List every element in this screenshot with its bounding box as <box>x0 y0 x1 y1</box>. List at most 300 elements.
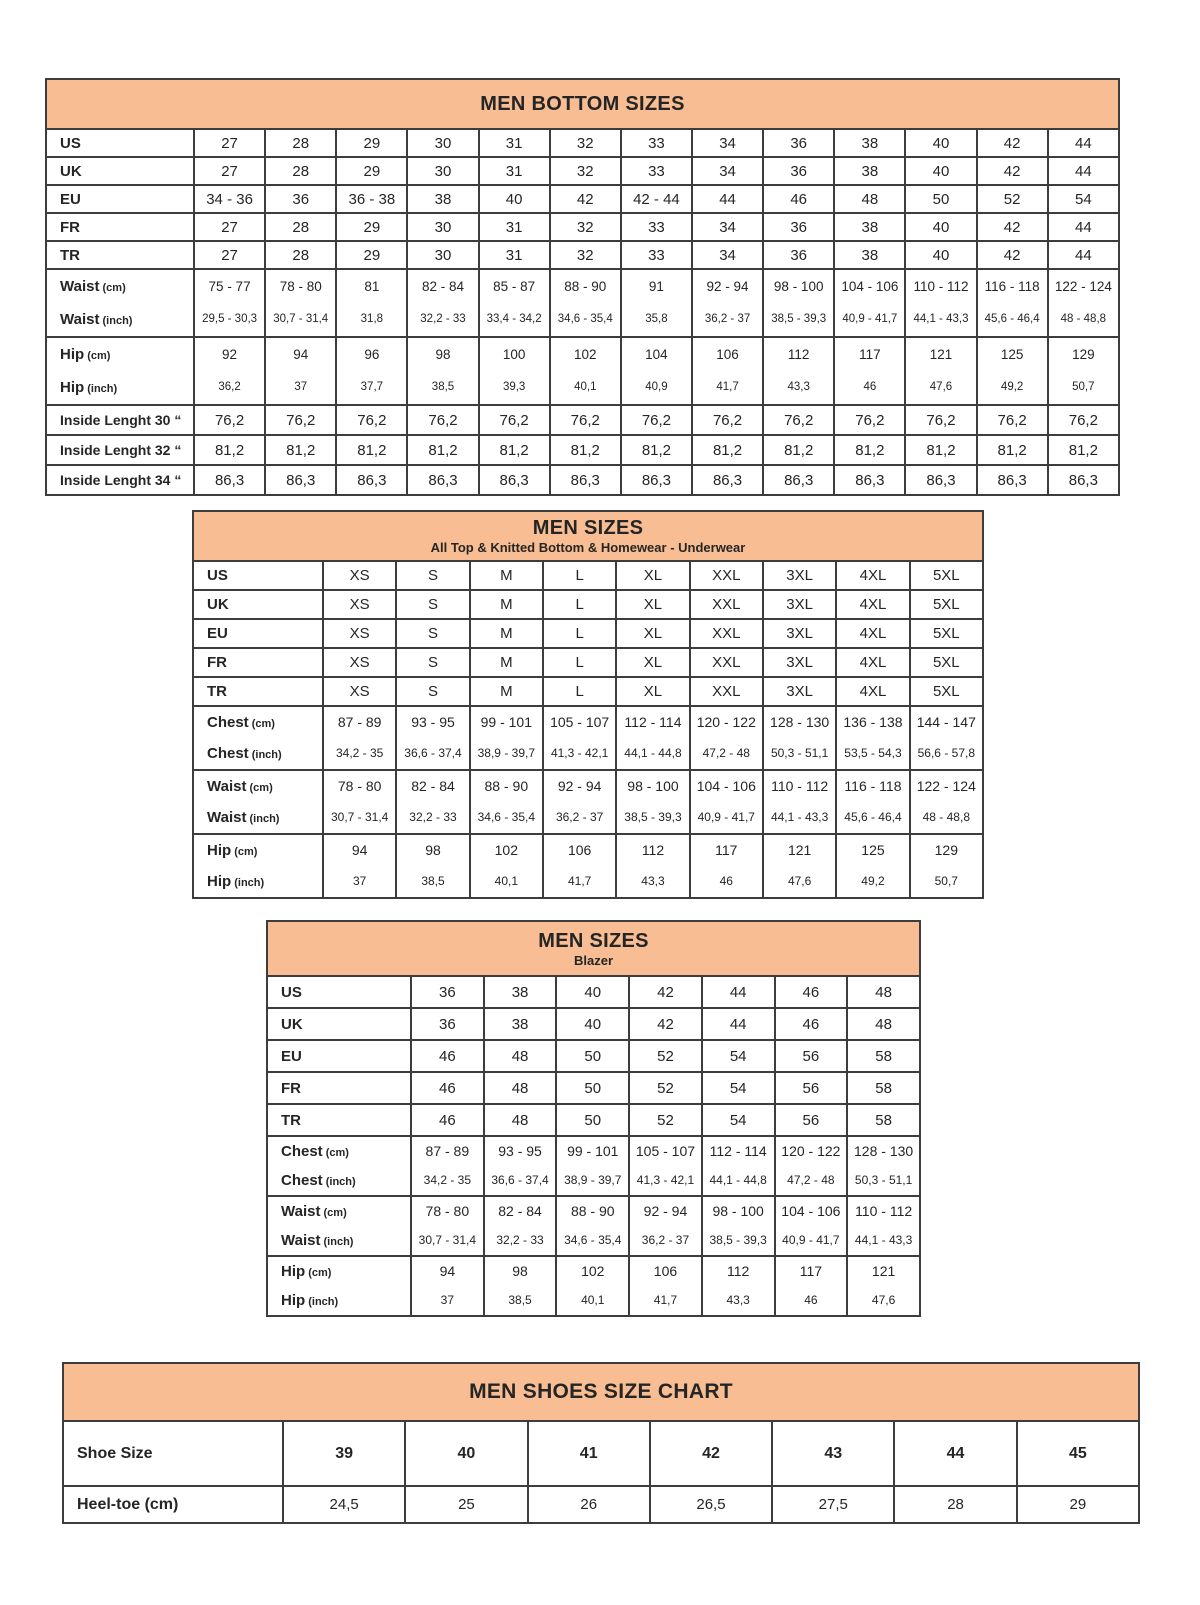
row-label <box>193 619 323 648</box>
value-cell: 30 <box>407 157 478 185</box>
value-cell: 76,2 <box>479 405 550 435</box>
value-cell <box>763 770 836 834</box>
value-inch: 44,1 - 43,3 <box>770 810 829 824</box>
men-bottom-sizes-section <box>45 78 1120 496</box>
row-label-text: Chest <box>207 745 249 762</box>
value-cell <box>616 706 689 770</box>
value-cm: 112 <box>641 842 665 858</box>
value-cell: M <box>470 590 543 619</box>
men-sizes-blazer-section <box>266 920 921 1317</box>
value-cell <box>396 770 469 834</box>
row-label-unit: (inch) <box>99 315 133 327</box>
value-cell <box>411 1256 484 1316</box>
value-cell: XXL <box>690 648 763 677</box>
value-cell: 86,3 <box>407 465 478 495</box>
value-cm: 122 - 124 <box>1054 279 1112 294</box>
value-cell <box>543 706 616 770</box>
value-cm: 102 <box>581 1263 605 1279</box>
value-cm: 93 - 95 <box>498 1143 542 1159</box>
row-label <box>193 770 323 834</box>
value-cell: 36 <box>411 976 484 1008</box>
value-cell: 48 <box>834 185 905 213</box>
value-cell: 52 <box>629 1104 702 1136</box>
value-cell: 34 <box>692 129 763 157</box>
table-row <box>267 1196 920 1256</box>
row-label-text: Waist <box>207 809 247 826</box>
value-cell: 27 <box>194 241 265 269</box>
value-cell: 50 <box>905 185 976 213</box>
value-inch: 40,1 <box>581 1293 605 1307</box>
value-cell: 5XL <box>910 561 983 590</box>
value-cm: 121 <box>787 842 812 858</box>
table-row <box>267 1008 920 1040</box>
value-cell: 33 <box>621 157 692 185</box>
value-cell: 50 <box>556 1072 629 1104</box>
value-cell: 86,3 <box>763 465 834 495</box>
value-inch: 38,9 - 39,7 <box>564 1173 622 1187</box>
value-inch: 34,6 - 35,4 <box>477 810 535 824</box>
value-inch: 39,3 <box>502 381 526 393</box>
value-inch: 50,3 - 51,1 <box>854 1173 913 1187</box>
row-label-line <box>194 771 322 802</box>
value-cm: 116 - 118 <box>984 279 1040 294</box>
row-label-text: Shoe Size <box>77 1444 153 1462</box>
value-cell: S <box>396 619 469 648</box>
value-cell: 76,2 <box>407 405 478 435</box>
value-cm: 117 <box>799 1263 823 1279</box>
value-cell: M <box>470 648 543 677</box>
table-row <box>46 129 1119 157</box>
value-inch: 53,5 - 54,3 <box>844 746 902 760</box>
value-inch: 44,1 - 44,8 <box>709 1173 767 1187</box>
value-cell <box>836 770 909 834</box>
table-row <box>46 157 1119 185</box>
value-cell: 86,3 <box>1048 465 1119 495</box>
value-cell: 38 <box>484 1008 557 1040</box>
value-cell: 52 <box>977 185 1048 213</box>
value-cell <box>336 269 407 337</box>
table-row <box>193 619 983 648</box>
row-label-text: Chest <box>207 714 249 731</box>
value-cell: 81,2 <box>1048 435 1119 465</box>
table-row <box>193 834 983 898</box>
value-cell <box>556 1256 629 1316</box>
value-cm: 120 - 122 <box>696 714 756 730</box>
value-inch: 38,5 - 39,3 <box>771 313 827 325</box>
value-inch: 41,7 <box>653 1293 678 1307</box>
value-cell: 38 <box>834 129 905 157</box>
value-cell: 46 <box>411 1072 484 1104</box>
row-label <box>267 1040 411 1072</box>
value-inch: 36,2 - 37 <box>555 810 604 824</box>
value-cell: 32 <box>550 213 621 241</box>
value-cell: 27 <box>194 157 265 185</box>
value-cell: 33 <box>621 213 692 241</box>
value-cell: S <box>396 561 469 590</box>
row-label-text: FR <box>60 218 80 236</box>
value-cell <box>775 1256 848 1316</box>
men-shoes-size-chart-table <box>62 1362 1140 1524</box>
row-label <box>193 834 323 898</box>
value-cell <box>265 269 336 337</box>
value-cell: 86,3 <box>905 465 976 495</box>
row-label-text: Waist <box>60 278 100 295</box>
value-inch: 49,2 <box>1000 381 1024 393</box>
value-cell: 42 <box>977 241 1048 269</box>
value-cell <box>1048 337 1119 405</box>
value-cell: 44 <box>894 1421 1016 1486</box>
value-cm: 110 - 112 <box>771 778 829 794</box>
value-cell <box>194 337 265 405</box>
value-inch: 40,9 - 41,7 <box>842 313 898 325</box>
value-cm: 87 - 89 <box>425 1143 470 1159</box>
value-cell: 38 <box>834 213 905 241</box>
row-label-unit: (cm) <box>248 718 275 730</box>
value-cell: 56 <box>775 1072 848 1104</box>
value-cell <box>775 1196 848 1256</box>
value-inch: 37 <box>352 874 367 888</box>
value-cell: 5XL <box>910 590 983 619</box>
value-cell: 4XL <box>836 677 909 706</box>
value-cell: 42 - 44 <box>621 185 692 213</box>
row-label-text: Waist <box>281 1232 321 1249</box>
value-cm: 129 <box>934 842 958 858</box>
value-cell: 40 <box>905 157 976 185</box>
value-cell <box>775 1136 848 1196</box>
value-cm: 98 <box>435 347 451 362</box>
value-inch: 40,1 <box>494 874 518 888</box>
value-cell: 43 <box>772 1421 894 1486</box>
table-row <box>63 1421 1139 1486</box>
value-cell: 81,2 <box>336 435 407 465</box>
row-label-unit: (inch) <box>320 1236 354 1248</box>
row-label-text: Inside Lenght 32 “ <box>60 442 182 458</box>
table-subtitle: All Top & Knitted Bottom & Homewear - Underwear <box>430 540 746 556</box>
value-cell: 52 <box>629 1040 702 1072</box>
value-cell: 42 <box>629 976 702 1008</box>
value-cell <box>847 1136 920 1196</box>
value-cm: 98 <box>425 842 441 858</box>
value-inch: 56,6 - 57,8 <box>917 746 975 760</box>
value-inch: 31,8 <box>360 313 384 325</box>
row-label-text: Waist <box>207 778 247 795</box>
value-cm: 87 - 89 <box>337 714 382 730</box>
value-inch: 36,6 - 37,4 <box>404 746 462 760</box>
value-cell: 27 <box>194 129 265 157</box>
value-cm: 88 - 90 <box>570 1203 615 1219</box>
value-cell: 86,3 <box>479 465 550 495</box>
value-cell: 81,2 <box>763 435 834 465</box>
value-cell <box>702 1136 775 1196</box>
value-cell <box>910 706 983 770</box>
value-cell <box>629 1256 702 1316</box>
value-inch: 47,6 <box>929 381 953 393</box>
value-inch: 47,6 <box>871 1293 896 1307</box>
table-header-band <box>193 511 983 561</box>
value-cell: 58 <box>847 1040 920 1072</box>
row-label <box>193 677 323 706</box>
value-cell: 81,2 <box>550 435 621 465</box>
value-cell: XS <box>323 590 396 619</box>
row-label-line <box>194 707 322 738</box>
row-label <box>46 337 194 405</box>
value-inch: 44,1 - 44,8 <box>624 746 682 760</box>
value-cm: 82 - 84 <box>421 279 464 294</box>
value-inch: 37,7 <box>360 381 384 393</box>
table-row <box>193 677 983 706</box>
value-cm: 110 - 112 <box>913 279 969 294</box>
value-cell <box>470 706 543 770</box>
row-label-text: US <box>207 567 228 584</box>
value-cell: 81,2 <box>265 435 336 465</box>
value-cell: 44 <box>702 976 775 1008</box>
value-cell: 3XL <box>763 677 836 706</box>
value-cell: 81,2 <box>479 435 550 465</box>
row-label-line <box>194 802 322 833</box>
table-row <box>46 213 1119 241</box>
value-cm: 78 - 80 <box>425 1203 470 1219</box>
value-cell: 40 <box>905 241 976 269</box>
value-cell: 25 <box>405 1486 527 1523</box>
value-cell: 44 <box>692 185 763 213</box>
value-cell: 40 <box>556 976 629 1008</box>
value-cm: 106 <box>653 1263 678 1279</box>
value-cell: 42 <box>977 129 1048 157</box>
value-cell: 81,2 <box>407 435 478 465</box>
value-cell <box>543 770 616 834</box>
value-inch: 36,2 <box>218 381 241 393</box>
value-cell: 76,2 <box>977 405 1048 435</box>
value-cell: 50 <box>556 1040 629 1072</box>
value-cell <box>690 770 763 834</box>
value-cell: 36 - 38 <box>336 185 407 213</box>
value-cell <box>834 269 905 337</box>
value-cm: 112 - 114 <box>624 714 682 730</box>
value-cell <box>834 337 905 405</box>
value-cell <box>702 1196 775 1256</box>
row-label <box>46 129 194 157</box>
value-cell: 38 <box>407 185 478 213</box>
value-cm: 88 - 90 <box>564 279 607 294</box>
value-cm: 122 - 124 <box>916 778 976 794</box>
value-cell: 26 <box>528 1486 650 1523</box>
value-inch: 36,2 - 37 <box>641 1233 690 1247</box>
value-inch: 46 <box>719 874 733 888</box>
value-inch: 43,3 <box>726 1293 750 1307</box>
table-row <box>46 269 1119 337</box>
row-label <box>46 241 194 269</box>
table-header-band <box>267 921 920 976</box>
value-cm: 125 <box>861 842 885 858</box>
value-cell <box>323 706 396 770</box>
value-inch: 41,7 <box>567 874 592 888</box>
value-cell: 4XL <box>836 590 909 619</box>
value-cell: 34 <box>692 213 763 241</box>
value-inch: 46 <box>863 381 877 393</box>
value-cell <box>763 337 834 405</box>
value-inch: 49,2 <box>861 874 885 888</box>
value-cell: 76,2 <box>1048 405 1119 435</box>
row-label-unit: (cm) <box>231 846 258 858</box>
row-label-text: Chest <box>281 1172 323 1189</box>
value-cell: 40 <box>479 185 550 213</box>
value-cell <box>1048 269 1119 337</box>
value-cm: 82 - 84 <box>498 1203 542 1219</box>
value-cell: M <box>470 677 543 706</box>
value-cm: 121 <box>929 347 953 362</box>
table-subtitle: Blazer <box>573 952 614 968</box>
value-cell: 48 <box>484 1104 557 1136</box>
value-inch: 34,2 - 35 <box>423 1173 472 1187</box>
value-cell: 5XL <box>910 619 983 648</box>
value-cell: XS <box>323 561 396 590</box>
value-cell <box>836 834 909 898</box>
row-label <box>267 1256 411 1316</box>
value-cm: 110 - 112 <box>855 1203 913 1219</box>
table-title: MEN SIZES <box>532 517 644 540</box>
value-cm: 85 - 87 <box>493 279 536 294</box>
table-row <box>267 1040 920 1072</box>
value-inch: 45,6 - 46,4 <box>844 810 902 824</box>
value-cell <box>847 1256 920 1316</box>
value-cm: 102 <box>494 842 518 858</box>
value-cell <box>194 269 265 337</box>
row-label-text: Hip <box>281 1263 306 1280</box>
value-cell <box>556 1136 629 1196</box>
value-cell: L <box>543 590 616 619</box>
value-cell: 4XL <box>836 561 909 590</box>
value-inch: 43,3 <box>641 874 665 888</box>
value-cm: 88 - 90 <box>484 778 529 794</box>
value-cell <box>977 269 1048 337</box>
value-cell: 29 <box>336 241 407 269</box>
value-cell: 86,3 <box>692 465 763 495</box>
value-cm: 117 <box>859 347 881 362</box>
value-inch: 47,6 <box>787 874 812 888</box>
value-cell <box>407 337 478 405</box>
value-cell: 34 <box>692 241 763 269</box>
value-cell: 31 <box>479 157 550 185</box>
value-cell: 28 <box>265 129 336 157</box>
table-row <box>46 337 1119 405</box>
value-inch: 36,6 - 37,4 <box>491 1173 549 1187</box>
value-cell: 44 <box>1048 157 1119 185</box>
value-cell <box>692 337 763 405</box>
row-label-text: Waist <box>281 1203 321 1220</box>
row-label <box>46 435 194 465</box>
value-cell: XXL <box>690 561 763 590</box>
value-cell <box>905 269 976 337</box>
men-shoes-size-chart-section <box>62 1362 1140 1524</box>
row-label-line <box>268 1197 410 1226</box>
table-row <box>193 590 983 619</box>
value-cell: 54 <box>702 1104 775 1136</box>
value-cm: 120 - 122 <box>781 1143 841 1159</box>
value-cm: 98 - 100 <box>627 778 679 794</box>
value-cm: 92 - 94 <box>643 1203 688 1219</box>
value-cell: XL <box>616 561 689 590</box>
value-cell: 86,3 <box>621 465 692 495</box>
men-sizes-top-table <box>192 510 984 899</box>
value-cell: 29 <box>1017 1486 1139 1523</box>
value-cell: 46 <box>411 1040 484 1072</box>
row-label-unit: (inch) <box>305 1296 339 1308</box>
value-cell: L <box>543 648 616 677</box>
value-cell: 76,2 <box>550 405 621 435</box>
value-cell: 36 <box>763 157 834 185</box>
value-inch: 32,2 - 33 <box>496 1233 544 1247</box>
row-label-unit: (cm) <box>99 282 126 294</box>
row-label-line <box>194 866 322 897</box>
value-cell <box>616 770 689 834</box>
value-cm: 102 <box>574 347 597 362</box>
value-cell <box>847 1196 920 1256</box>
men-bottom-sizes-table <box>45 78 1120 496</box>
value-inch: 38,5 <box>431 381 455 393</box>
value-cell: 44 <box>1048 241 1119 269</box>
table-row <box>193 770 983 834</box>
value-cell: 48 <box>484 1072 557 1104</box>
value-cell: 27,5 <box>772 1486 894 1523</box>
value-cell: 86,3 <box>194 465 265 495</box>
row-label-text: UK <box>60 162 82 180</box>
row-label <box>267 1104 411 1136</box>
value-cell: L <box>543 677 616 706</box>
value-cell: 56 <box>775 1040 848 1072</box>
row-label-line <box>268 1137 410 1166</box>
row-label <box>46 157 194 185</box>
row-label-text: TR <box>207 683 227 700</box>
value-inch: 34,2 - 35 <box>335 746 384 760</box>
value-cell: 56 <box>775 1104 848 1136</box>
value-cm: 121 <box>871 1263 896 1279</box>
value-cell: 76,2 <box>265 405 336 435</box>
row-label-text: Chest <box>281 1143 323 1160</box>
value-inch: 30,7 - 31,4 <box>418 1233 477 1247</box>
value-cell: 76,2 <box>763 405 834 435</box>
value-cell <box>470 834 543 898</box>
table-row <box>267 1072 920 1104</box>
table-row <box>46 241 1119 269</box>
value-cell <box>543 834 616 898</box>
row-label-line <box>47 303 193 336</box>
table-row <box>193 648 983 677</box>
value-cell: 46 <box>775 1008 848 1040</box>
value-cell: M <box>470 619 543 648</box>
row-label <box>46 185 194 213</box>
value-cell: 36 <box>763 241 834 269</box>
table-row <box>63 1486 1139 1523</box>
value-cell: 46 <box>411 1104 484 1136</box>
value-cm: 105 - 107 <box>635 1143 696 1159</box>
value-cell: XL <box>616 590 689 619</box>
men-sizes-blazer-table <box>266 920 921 1317</box>
value-inch: 32,2 - 33 <box>409 810 457 824</box>
value-cell: 30 <box>407 213 478 241</box>
value-cell: 42 <box>629 1008 702 1040</box>
row-label-text: UK <box>281 1015 303 1033</box>
row-label <box>46 465 194 495</box>
value-cell: XXL <box>690 677 763 706</box>
value-cell <box>484 1256 557 1316</box>
value-cell: 33 <box>621 129 692 157</box>
row-label-line <box>268 1226 410 1255</box>
value-cell <box>336 337 407 405</box>
value-cell: 40 <box>905 129 976 157</box>
row-label <box>267 976 411 1008</box>
row-label-text: Inside Lenght 30 “ <box>60 412 182 428</box>
value-cm: 98 <box>512 1263 528 1279</box>
